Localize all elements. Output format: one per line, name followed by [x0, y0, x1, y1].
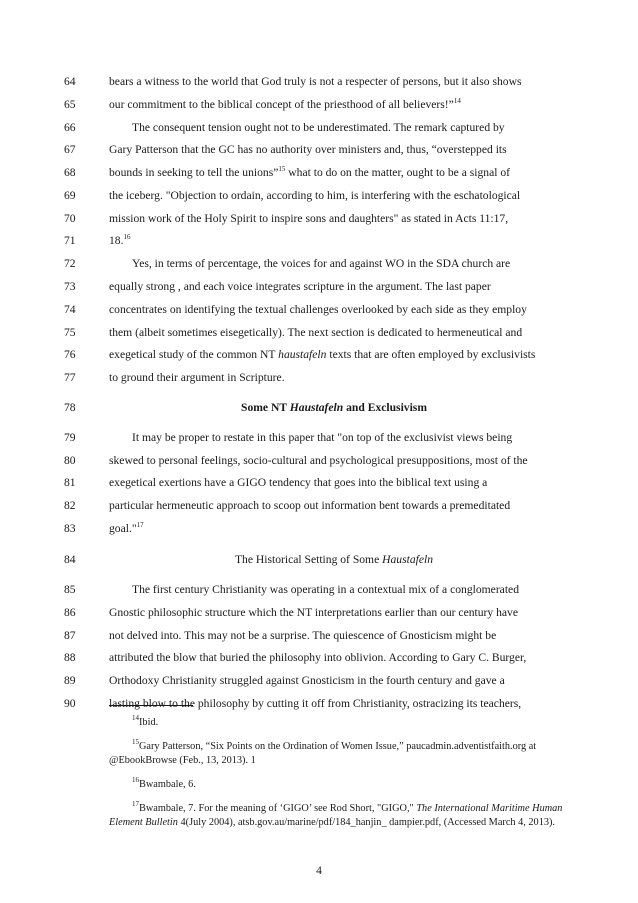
body-line: Gnostic philosophic structure which the NT interpretations earlier than our century have	[109, 606, 518, 619]
body-line: not delved into. This may not be a surprise. The quiescence of Gnosticism might be	[109, 629, 497, 642]
footnote-16	[132, 778, 196, 791]
body-line: It may be proper to restate in this paper that "on top of the exclusivist views being	[132, 431, 513, 444]
line-number: 90	[64, 697, 76, 710]
footnote-number: 14	[132, 714, 139, 722]
subsection-heading	[109, 553, 559, 567]
line-text: 18.	[109, 234, 124, 247]
line-number: 65	[64, 98, 76, 111]
footnote-italic: The International Maritime Human	[416, 803, 563, 814]
line-number: 64	[64, 75, 76, 88]
footnote-separator	[109, 705, 193, 706]
line-number: 71	[64, 234, 76, 247]
line-number: 67	[64, 143, 76, 156]
page-number: 4	[316, 864, 322, 877]
footnote-ref: 15	[278, 165, 286, 173]
body-line	[109, 98, 559, 112]
body-line: concentrates on identifying the textual challenges overlooked by each side as they employ	[109, 303, 527, 316]
body-line: The consequent tension ought not to be underestimated. The remark captured by	[132, 121, 505, 134]
footnote-14	[132, 716, 158, 729]
line-number: 74	[64, 303, 76, 316]
heading-text: and Exclusivism	[343, 401, 427, 414]
line-number: 78	[64, 401, 76, 414]
line-number: 75	[64, 326, 76, 339]
body-line	[109, 522, 559, 536]
body-line: the iceberg. "Objection to ordain, according to him, is interfering with the eschatological	[109, 189, 521, 202]
body-line: mission work of the Holy Spirit to inspire sons and daughters" as stated in Acts 11:17,	[109, 212, 509, 225]
footnote-15	[132, 740, 536, 753]
body-line: Yes, in terms of percentage, the voices for and against WO in the SDA church are	[132, 257, 511, 270]
heading-text: Some NT	[241, 401, 290, 414]
heading-italic: Haustafeln	[382, 553, 434, 566]
heading-italic: Haustafeln	[289, 401, 344, 414]
body-line	[109, 166, 559, 180]
footnote-17	[132, 802, 562, 815]
section-heading	[109, 401, 559, 415]
footnote-text: Bwambale, 6.	[139, 779, 196, 790]
footnote-text: Bwambale, 7. For the meaning of ‘GIGO’ see Rod Short, "GIGO,"	[139, 803, 417, 814]
body-line: The first century Christianity was operating in a contextual mix of a conglomerated	[132, 583, 519, 596]
line-number: 76	[64, 348, 76, 361]
body-line: attributed the blow that buried the philosophy into oblivion. According to Gary C. Burger,	[109, 651, 527, 664]
footnote-ref: 17	[136, 521, 144, 529]
line-text: our commitment to the biblical concept of the priesthood of all believers!”	[109, 98, 454, 111]
line-number: 73	[64, 280, 76, 293]
line-number: 83	[64, 522, 76, 535]
body-line: bears a witness to the world that God truly is not a respecter of persons, but it also shows	[109, 75, 522, 88]
heading-text: The Historical Setting of Some	[234, 553, 383, 566]
body-line: equally strong , and each voice integrates scripture in the argument. The last paper	[109, 280, 491, 293]
line-number: 72	[64, 257, 76, 270]
line-number: 66	[64, 121, 76, 134]
line-number: 70	[64, 212, 76, 225]
body-line	[109, 234, 559, 248]
footnote-15-cont: @EbookBrowse (Feb., 13, 2013). 1	[109, 755, 256, 766]
body-line: them (albeit sometimes eisegetically). The next section is dedicated to hermeneutical and	[109, 326, 523, 339]
line-number: 80	[64, 454, 76, 467]
body-line: to ground their argument in Scripture.	[109, 371, 285, 384]
body-line: particular hermeneutic approach to scoop out information bent towards a premeditated	[109, 499, 511, 512]
line-text: bounds in seeking to tell the unions”	[109, 166, 279, 179]
line-number: 87	[64, 629, 76, 642]
body-line: skewed to personal feelings, socio-cultural and psychological presuppositions, most of the	[109, 454, 528, 467]
footnote-ref: 14	[453, 97, 461, 105]
line-text: exegetical study of the common NT	[109, 348, 279, 361]
line-text: texts that are often employed by exclusivists	[326, 348, 536, 361]
line-number: 89	[64, 674, 76, 687]
line-number: 88	[64, 651, 76, 664]
line-text: what to do on the matter, ought to be a signal of	[285, 166, 510, 179]
body-line: Gary Patterson that the GC has no authority over ministers and, thus, “overstepped its	[109, 143, 507, 156]
line-number: 79	[64, 431, 76, 444]
body-line: lasting blow to the philosophy by cutting it off from Christianity, ostracizing its teachers,	[109, 697, 522, 710]
line-number: 86	[64, 606, 76, 619]
body-line: exegetical exertions have a GIGO tendency that goes into the biblical text using a	[109, 476, 488, 489]
italic-term: haustafeln	[278, 348, 327, 361]
line-number: 81	[64, 476, 76, 489]
line-number: 85	[64, 583, 76, 596]
line-number: 77	[64, 371, 76, 384]
line-number: 82	[64, 499, 76, 512]
footnote-text: 4(July 2004), atsb.gov.au/marine/pdf/184_hanjin_ dampier.pdf, (Accessed March 4, 2013).	[177, 817, 556, 828]
body-line: Orthodoxy Christianity struggled against Gnosticism in the fourth century and gave a	[109, 674, 505, 687]
line-number: 68	[64, 166, 76, 179]
line-text: goal."	[109, 522, 137, 535]
footnote-ref: 16	[123, 233, 131, 241]
footnote-italic: Element Bulletin	[109, 817, 178, 828]
body-line	[109, 348, 559, 362]
line-number: 69	[64, 189, 76, 202]
line-number: 84	[64, 553, 76, 566]
footnote-number: 17	[132, 800, 139, 808]
footnote-text: Gary Patterson, “Six Points on the Ordination of Women Issue,” paucadmin.adventistfaith.org at	[139, 741, 537, 752]
footnote-number: 16	[132, 776, 139, 784]
footnote-17-cont	[109, 816, 555, 829]
footnote-number: 15	[132, 738, 139, 746]
footnote-text: Ibid.	[139, 717, 159, 728]
